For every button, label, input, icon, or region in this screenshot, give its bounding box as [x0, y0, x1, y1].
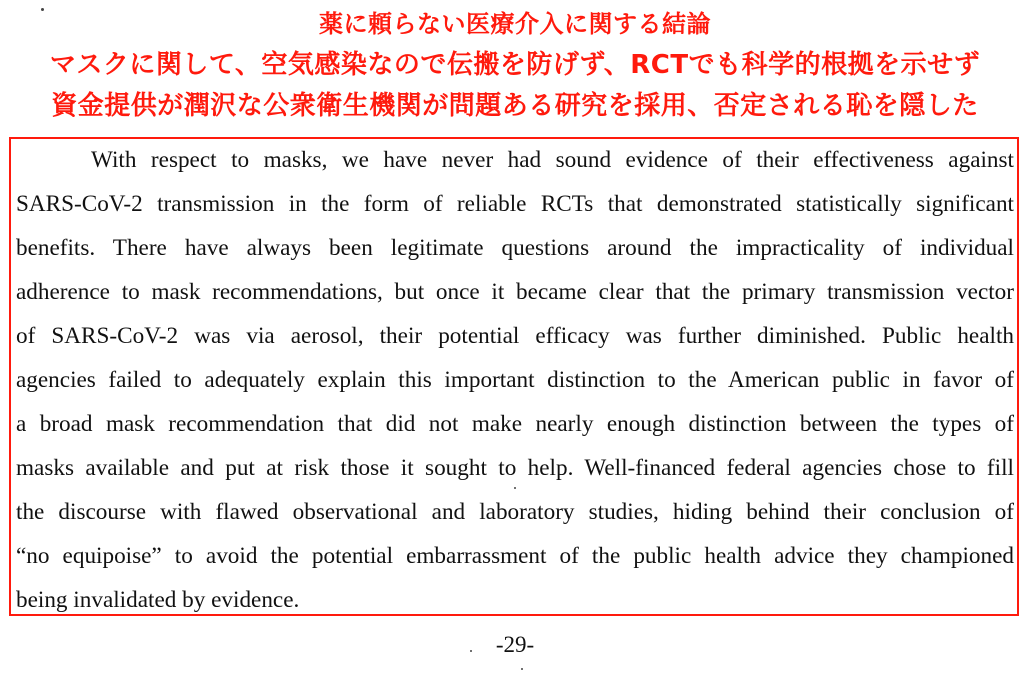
- excerpt-line-1: With respect to masks, we have never had sound evidence of their effectiveness against: [91, 147, 1014, 173]
- page-number: -29-: [495, 632, 535, 657]
- excerpt-line-8: masks available and put at risk those it sought to help. Well-financed federal agencies chose to fill: [16, 455, 1014, 481]
- excerpt-line-6: agencies failed to adequately explain this important distinction to the American public in favor of: [16, 367, 1014, 393]
- headline: [0, 4, 1030, 127]
- scan-speck: [514, 487, 516, 489]
- headline-line-2: マスクに関して、空気感染なので伝搬を防げず、RCTでも科学的根拠を示せず: [49, 50, 981, 80]
- headline-line-1: 薬に頼らない医療介入に関する結論: [319, 10, 711, 38]
- excerpt-line-11: being invalidated by evidence.: [16, 587, 300, 613]
- excerpt-line-7: a broad mask recommendation that did not make nearly enough distinction between the types of: [16, 411, 1014, 437]
- headline-line-3: 資金提供が潤沢な公衆衛生機関が問題ある研究を採用、否定される恥を隠した: [51, 91, 979, 121]
- scan-speck: [41, 8, 44, 11]
- excerpt-line-9: the discourse with flawed observational and laboratory studies, hiding behind their conclusion of: [16, 499, 1014, 525]
- excerpt-line-4: adherence to mask recommendations, but once it became clear that the primary transmission vector: [16, 279, 1014, 305]
- excerpt-line-5: of SARS-CoV-2 was via aerosol, their potential efficacy was further diminished. Public health: [16, 323, 1014, 349]
- excerpt-line-3: benefits. There have always been legitimate questions around the impracticality of individual: [16, 235, 1014, 261]
- excerpt-line-2: SARS-CoV-2 transmission in the form of reliable RCTs that demonstrated statistically significant: [16, 191, 1014, 217]
- scan-speck: [521, 668, 523, 670]
- excerpt-line-10: “no equipoise” to avoid the potential embarrassment of the public health advice they championed: [16, 543, 1014, 569]
- quoted-excerpt-box: [9, 137, 1019, 616]
- scan-speck: [470, 650, 472, 652]
